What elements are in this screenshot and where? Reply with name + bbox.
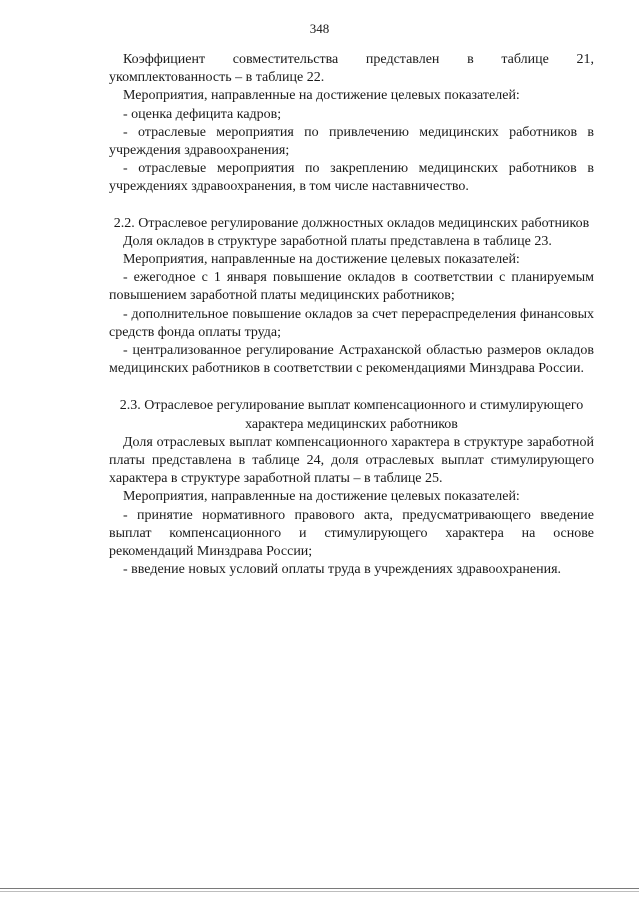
paragraph-measures-intro: Мероприятия, направленные на достижение целевых показателей: (123, 489, 520, 505)
paragraph-compensation-share: Доля отраслевых выплат компенсационного характера в структуре заработной платы представлена в таблице 24, доля отраслевых выплат стимулирующего характера в структуре заработной платы – в таблице 25. (109, 434, 594, 487)
list-item-annual-raise: - ежегодное с 1 января повышение окладов в соответствии с планируемым повышением заработной платы медицинских работников; (109, 270, 594, 304)
paragraph-measures-intro: Мероприятия, направленные на достижение целевых показателей: (123, 88, 520, 104)
page-number: 348 (309, 21, 330, 36)
section-heading-salaries: 2.2. Отраслевое регулирование должностных окладов медицинских работников (113, 215, 590, 231)
list-item-additional-raise: - дополнительное повышение окладов за счет перераспределения финансовых средств фонда оплаты труда; (109, 306, 594, 340)
scan-edge-line (0, 888, 639, 889)
list-item-retain-workers: - отраслевые мероприятия по закреплению медицинских работников в учреждениях здравоохранения, в том числе наставничество. (109, 161, 594, 195)
list-item-attract-workers: - отраслевые мероприятия по привлечению медицинских работников в учреждения здравоохранения; (109, 124, 594, 159)
list-item-centralized-regulation: - централизованное регулирование Астраханской областью размеров окладов медицинских работников в соответствии с рекомендациями Минздрава России. (109, 343, 594, 377)
paragraph-measures-intro: Мероприятия, направленные на достижение целевых показателей: (123, 252, 520, 268)
section-heading-compensation: 2.3. Отраслевое регулирование выплат компенсационного и стимулирующего характера медицинских работников (119, 398, 584, 432)
section-gap (109, 378, 594, 397)
scan-edge-line-secondary (0, 891, 639, 892)
list-item-new-pay-conditions: - введение новых условий оплаты труда в учреждениях здравоохранения. (123, 562, 562, 578)
document-body (109, 51, 594, 579)
paragraph-salary-share: Доля окладов в структуре заработной платы представлена в таблице 23. (123, 233, 552, 249)
paragraph-combination-coefficient: Коэффициент совместительства представлен в таблице 21, укомплектованность – в таблице 22. (109, 52, 594, 86)
section-gap (109, 197, 594, 215)
list-item-staff-deficit: - оценка дефицита кадров; (123, 106, 282, 122)
list-item-legal-act: - принятие нормативного правового акта, предусматривающего введение выплат компенсационного и стимулирующего характера на основе рекомендаций Минздрава России; (109, 507, 594, 560)
